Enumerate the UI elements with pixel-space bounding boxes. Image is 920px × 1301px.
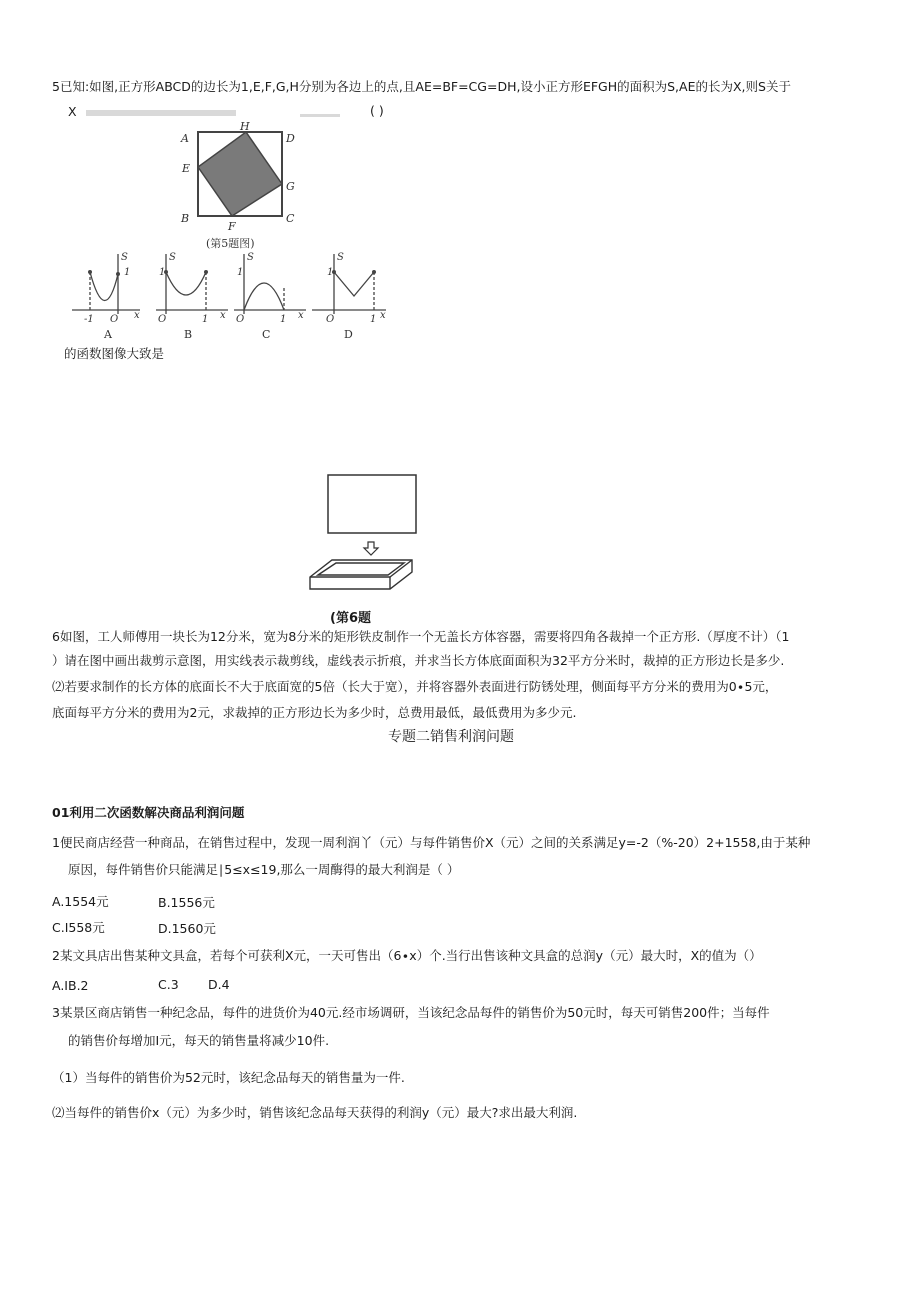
p1-line2: 原因，每件销售价只能满足∣5≤x≤19,那么一周酶得的最大利润是（ ） xyxy=(68,862,460,877)
p3-line2: 的销售价每增加I元，每天的销售量将减少10件. xyxy=(68,1033,330,1048)
option-b-curve xyxy=(166,272,206,295)
section-title: 专题二销售利润问题 xyxy=(388,729,514,745)
q5-option-graphs xyxy=(68,248,398,343)
tick-label: 1 xyxy=(280,314,287,325)
vertex-label: A xyxy=(181,132,189,145)
p1-option-d: D.1560元 xyxy=(158,921,216,936)
q5-stem-tail: 的函数图像大致是 xyxy=(64,346,165,361)
axis-one: 1 xyxy=(159,267,166,278)
tick-label: -1 xyxy=(84,314,94,325)
axis-label: S xyxy=(169,252,176,263)
q6-line2: ）请在图中画出裁剪示意图，用实线表示裁剪线，虚线表示折痕，并求当长方体底面面积为32平方分米时，裁掉的正方形边长是多少. xyxy=(52,653,785,668)
p2-option-c: C.3 xyxy=(158,977,179,992)
vertex-label: C xyxy=(286,212,295,225)
p3-sub2: ⑵当每件的销售价x（元）为多少时，销售该纪念品每天获得的利润y（元）最大?求出最大利润. xyxy=(52,1105,578,1120)
p3-line1: 3某景区商店销售一种纪念品，每件的进货价为40元.经市场调研，当该纪念品每件的销售价为50元时，每天可销售200件；当每件 xyxy=(52,1005,770,1020)
p1-option-c: C.I558元 xyxy=(52,920,105,935)
p1-option-b: B.1556元 xyxy=(158,895,215,910)
option-letter: D xyxy=(344,328,353,341)
tick-label: 1 xyxy=(202,314,209,325)
tick-label: x xyxy=(380,310,386,321)
q6-figure xyxy=(306,472,418,608)
option-letter: A xyxy=(104,328,112,341)
p2-option-ab: A.IB.2 xyxy=(52,978,89,993)
tick-label: O xyxy=(326,314,335,325)
scan-smudge xyxy=(300,114,340,117)
down-arrow-icon xyxy=(364,542,378,555)
iron-sheet-rect xyxy=(328,475,416,533)
subsection-title: 01利用二次函数解决商品利润问题 xyxy=(52,805,245,820)
p1-option-a: A.1554元 xyxy=(52,894,109,909)
tick-label: O xyxy=(110,314,119,325)
tick-label: x xyxy=(298,310,304,321)
axis-one: 1 xyxy=(124,267,131,278)
q6-line1: 6如图，工人师傅用一块长为12分米，宽为8分米的矩形铁皮制作一个无盖长方体容器，需要将四角各裁掉一个正方形.（厚度不计）（1 xyxy=(52,629,790,644)
vertex-label: D xyxy=(286,132,295,145)
q6-line4: 底面每平方分米的费用为2元，求裁掉的正方形边长为多少时，总费用最低，最低费用为多少元. xyxy=(52,705,577,720)
p1-line1: 1便民商店经营一种商品，在销售过程中，发现一周利润丫（元）与每件销售价X（元）之间的关系满足y=-2（%-20）2+1558,由于某种 xyxy=(52,835,811,850)
option-d-curve xyxy=(334,272,374,296)
q6-figure-caption: (第6题 xyxy=(330,611,371,626)
q5-square-figure xyxy=(176,122,296,234)
tick-label: 1 xyxy=(370,314,377,325)
p2-line1: 2某文具店出售某种文具盒，若每个可获利X元，一天可售出（6∙x）个.当行出售该种文具盒的总润y（元）最大时，X的值为（） xyxy=(52,948,762,963)
axis-label: S xyxy=(121,252,128,263)
tick-label: x xyxy=(134,310,140,321)
square-efgh xyxy=(198,132,282,216)
vertex-label: B xyxy=(181,212,190,225)
option-a-curve xyxy=(90,272,118,301)
p2-option-d: D.4 xyxy=(208,977,230,992)
q5-stem-line1: 5已知:如图,正方形ABCD的边长为1,E,F,G,H分别为各边上的点,且AE=BF=CG=DH,设小正方形EFGH的面积为S,AE的长为X,则S关于 xyxy=(52,79,791,94)
axis-label: S xyxy=(337,252,344,263)
vertex-label: G xyxy=(286,180,295,193)
q5-figure-caption: (第5题图) xyxy=(206,237,255,250)
q5-answer-paren: ( ) xyxy=(370,103,384,118)
option-letter: B xyxy=(184,328,193,341)
axis-one: 1 xyxy=(327,267,334,278)
option-c-curve xyxy=(244,283,284,310)
axis-one: 1 xyxy=(237,267,244,278)
tick-label: O xyxy=(236,314,245,325)
q5-stem-x: X xyxy=(68,104,77,119)
tick-label: O xyxy=(158,314,167,325)
option-letter: C xyxy=(262,328,271,341)
open-box xyxy=(310,560,412,589)
vertex-label: F xyxy=(228,220,236,233)
vertex-label: E xyxy=(182,162,191,175)
axis-label: S xyxy=(247,252,254,263)
p3-sub1: （1）当每件的销售价为52元时，该纪念品每天的销售量为一件. xyxy=(52,1070,405,1085)
scan-smudge xyxy=(86,110,236,116)
tick-label: x xyxy=(220,310,226,321)
vertex-label: H xyxy=(240,122,250,133)
q6-line3: ⑵若要求制作的长方体的底面长不大于底面宽的5倍（长大于宽），并将容器外表面进行防锈处理，侧面每平方分米的费用为0∙5元， xyxy=(52,679,778,694)
